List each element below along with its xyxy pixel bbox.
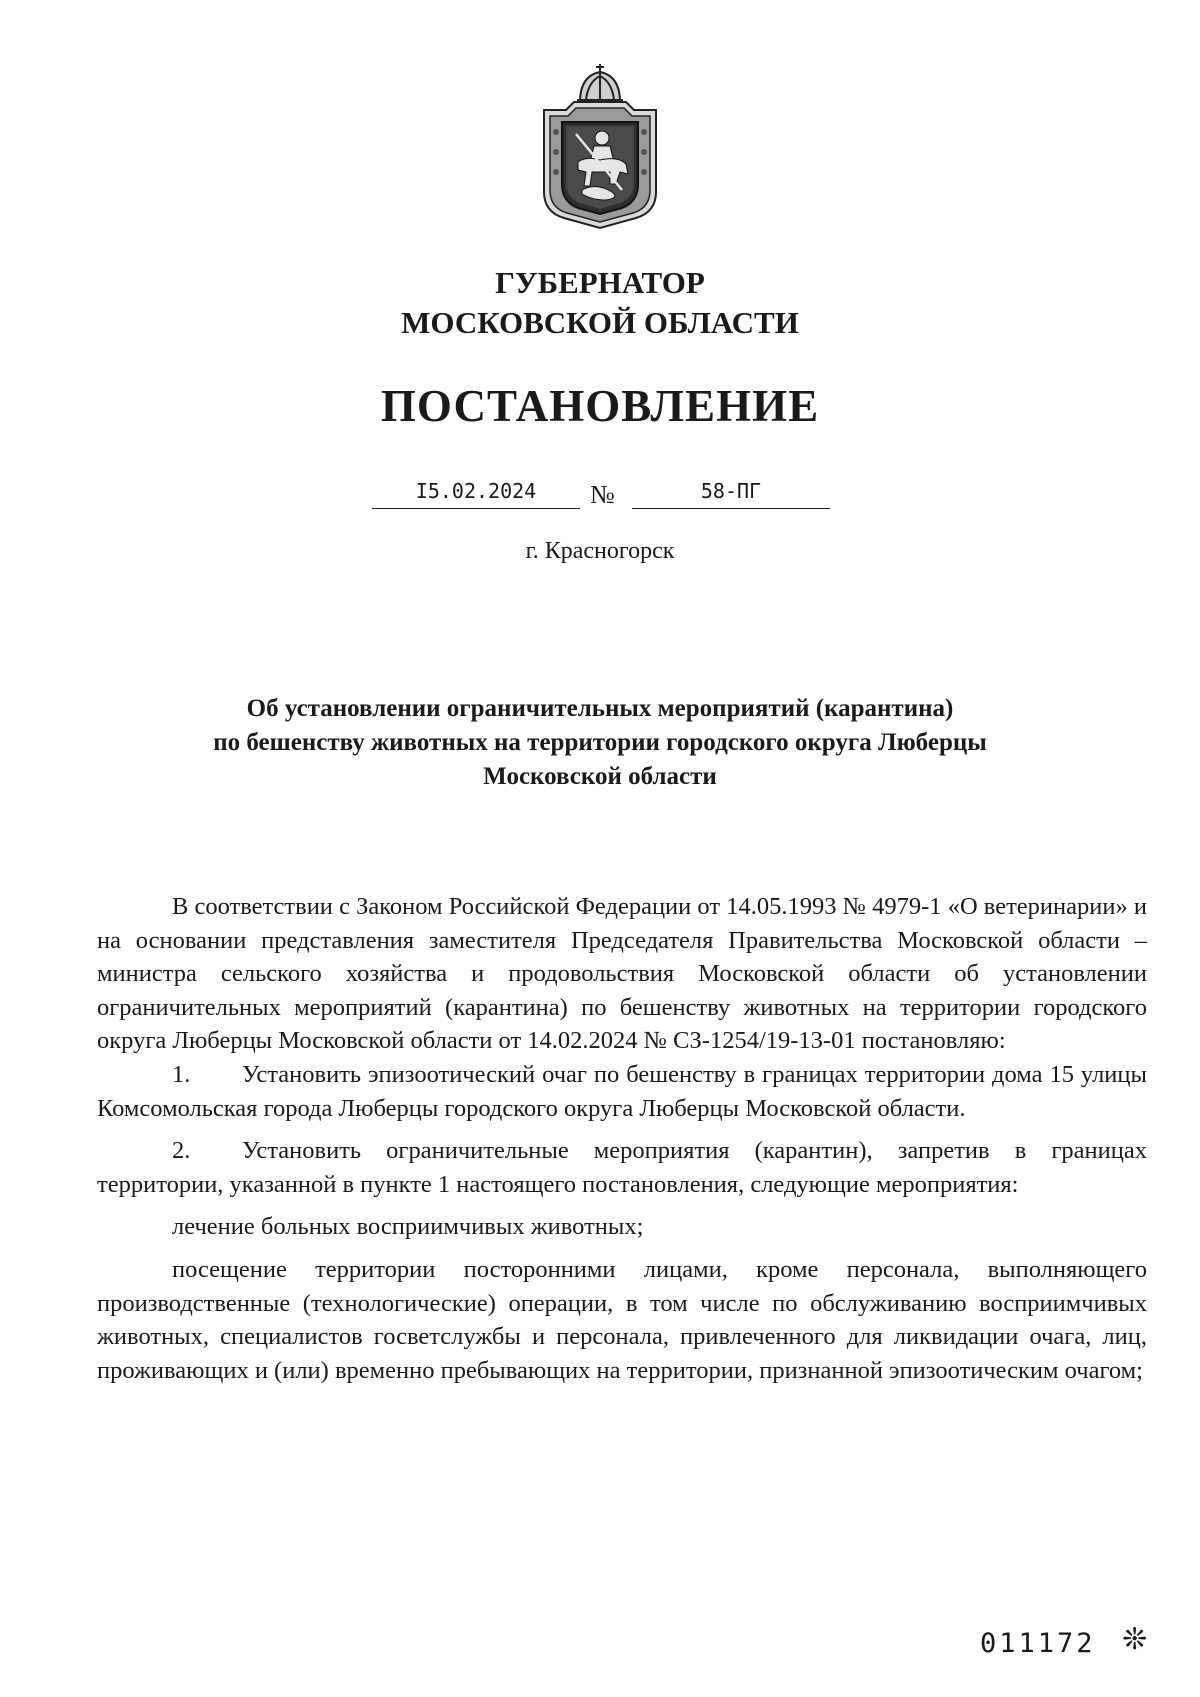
snowflake-mark-icon: ❊ [1122,1622,1148,1657]
preamble-paragraph: В соответствии с Законом Российской Федерации от 14.05.1993 № 4979-1 «О ветеринарии» и на основании представления заместителя Председателя Правительства Московской области – министра сельского хозяйства и продовольствия Московской области об установлении ограничительных мероприятий (карантина) по бешенству животных на территории городского округа Люберцы Московской области от 14.02.2024 № СЗ-1254/19-13-01 постановляю: [97,893,1147,1055]
document-title-line1: Об установлении ограничительных мероприятий (карантина) [246,695,954,722]
clause-1-text: Установить эпизоотический очаг по бешенству в границах территории дома 15 улицы Комсомольская города Люберцы городского округа Люберцы Московской области. [97,1060,1147,1122]
clause-2-text: Установить ограничительные мероприятия (карантин), запретив в границах территории, указанной в пункте 1 настоящего постановления, следующие мероприятия: [97,1137,1147,1198]
document-title-line2: по бешенству животных на территории городского округа Люберцы [213,729,987,756]
form-serial-number: 011172 [980,1628,1096,1659]
document-type-heading: ПОСТАНОВЛЕНИЕ [380,381,820,431]
document-body [97,890,1147,1387]
coat-of-arms-icon [536,62,664,230]
restriction-measure-1: лечение больных восприимчивых животных; [172,1213,644,1241]
clause-2-number: 2. [172,1137,191,1165]
document-number: 58-ПГ [632,476,830,509]
authority-name-line2: МОСКОВСКОЙ ОБЛАСТИ [401,305,799,340]
document-date: I5.02.2024 [372,476,580,509]
clause-1 [97,1058,1147,1125]
clause-2 [97,1134,1147,1201]
clause-1-number: 1. [172,1060,191,1088]
number-sign: № [590,480,615,509]
issue-city: г. Красногорск [525,538,675,564]
authority-name-line1: ГУБЕРНАТОР [495,265,705,300]
document-title-line3: Московской области [483,763,717,790]
restriction-measure-2: посещение территории посторонними лицами, кроме персонала, выполняющего производственные (технологические) операции, в том числе по обслуживанию восприимчивых животных, специалистов госветслужбы и персонала, привлеченного для ликвидации очага, лиц, проживающих и (или) временно пребывающих на территории, признанной эпизоотическим очагом; [97,1255,1147,1384]
